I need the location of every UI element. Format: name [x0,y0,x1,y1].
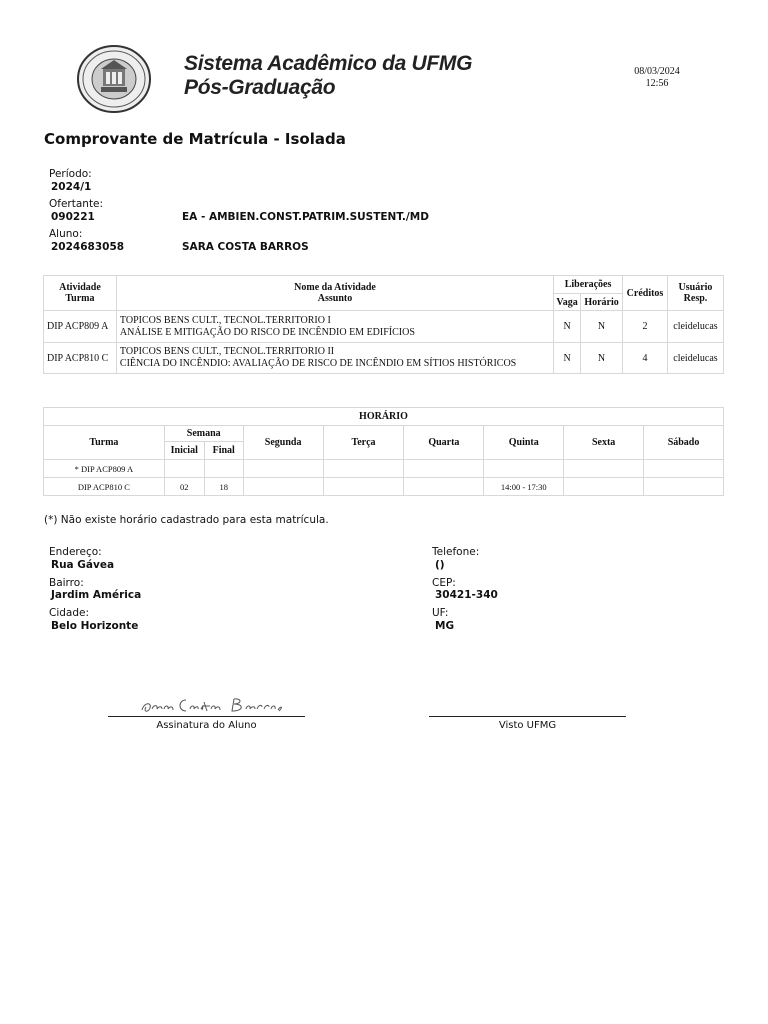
schedule-sexta [564,478,644,496]
aluno-label: Aluno: [49,228,83,240]
schedule-table [43,407,724,496]
schedule-terca [323,478,404,496]
bairro-label: Bairro: [49,577,84,589]
ofertante-code: 090221 [51,211,95,223]
header-atividade-turma: Atividade Turma [44,276,117,311]
ofertante-name: EA - AMBIEN.CONST.PATRIM.SUSTENT./MD [182,211,429,223]
row-horario: N [581,311,623,343]
schedule-segunda [243,460,323,478]
ofertante-label: Ofertante: [49,198,104,210]
schedule-quarta [404,460,484,478]
endereco-label: Endereço: [49,546,102,558]
telefone-value: () [435,559,445,571]
schedule-header-turma: Turma [44,426,165,460]
system-title [184,52,472,100]
row-vaga: N [554,343,581,374]
row-atividade: DIP ACP809 A [44,311,117,343]
schedule-header-sabado: Sábado [644,426,724,460]
cidade-value: Belo Horizonte [51,620,139,632]
uf-label: UF: [432,607,449,619]
schedule-sabado [644,460,724,478]
row-nome-assunto: TOPICOS BENS CULT., TECNOL.TERRITORIO I ANÁLISE E MITIGAÇÃO DO RISCO DE INCÊNDIO EM EDIFÍCIOS [116,311,553,343]
periodo-value: 2024/1 [51,181,92,193]
system-title-line2: Pós-Graduação [184,76,336,99]
table-row [44,460,724,478]
header-liberacoes: Liberações [554,276,623,294]
schedule-header-semana: Semana [164,426,243,442]
table-row [44,311,724,343]
row-usuario: cleidelucas [667,343,723,374]
schedule-header-final: Final [204,442,243,460]
row-nome-assunto: TOPICOS BENS CULT., TECNOL.TERRITORIO II CIÊNCIA DO INCÊNDIO: AVALIAÇÃO DE RISCO DE INCÊNDIO EM SÍTIOS HISTÓRICOS [116,343,553,374]
cep-value: 30421-340 [435,589,498,601]
schedule-header-inicial: Inicial [164,442,204,460]
ufmg-signature-label: Visto UFMG [498,720,557,731]
table-row [44,343,724,374]
header-creditos: Créditos [623,276,668,311]
schedule-title: HORÁRIO [44,408,724,426]
schedule-inicial [164,460,204,478]
schedule-quarta [404,478,484,496]
system-title-line1: Sistema Acadêmico da UFMG [184,52,473,75]
schedule-quinta [484,460,564,478]
uf-value: MG [435,620,455,632]
schedule-sexta [564,460,644,478]
student-signature [138,694,288,718]
schedule-segunda [243,478,323,496]
schedule-note: (*) Não existe horário cadastrado para esta matrícula. [44,514,329,526]
print-date: 08/03/2024 [634,66,680,77]
endereco-value: Rua Gávea [51,559,115,571]
schedule-header-quinta: Quinta [484,426,564,460]
schedule-terca [323,460,404,478]
bairro-value: Jardim América [51,589,142,601]
periodo-label: Período: [49,168,92,180]
header-horario: Horário [581,294,623,311]
print-datetime [620,66,694,90]
schedule-turma: DIP ACP810 C [44,478,165,496]
schedule-header-terca: Terça [323,426,404,460]
schedule-inicial: 02 [164,478,204,496]
table-row [44,478,724,496]
schedule-header-quarta: Quarta [404,426,484,460]
aluno-name: SARA COSTA BARROS [182,241,309,253]
schedule-turma: * DIP ACP809 A [44,460,165,478]
telefone-label: Telefone: [432,546,480,558]
header-vaga: Vaga [554,294,581,311]
schedule-quinta: 14:00 - 17:30 [484,478,564,496]
row-creditos: 4 [623,343,668,374]
row-horario: N [581,343,623,374]
aluno-id: 2024683058 [51,241,125,253]
activities-table [43,275,724,374]
student-signature-label: Assinatura do Aluno [156,720,257,731]
row-vaga: N [554,311,581,343]
document-title: Comprovante de Matrícula - Isolada [44,130,346,148]
schedule-sabado [644,478,724,496]
row-creditos: 2 [623,311,668,343]
ufmg-signature-line [429,716,626,717]
row-usuario: cleidelucas [667,311,723,343]
cep-label: CEP: [432,577,456,589]
ufmg-seal-logo [76,44,152,114]
header-usuario-resp: Usuário Resp. [667,276,723,311]
student-signature-line [108,716,305,717]
schedule-final [204,460,243,478]
header-nome-assunto: Nome da Atividade Assunto [116,276,553,311]
print-time: 12:56 [645,78,669,89]
row-atividade: DIP ACP810 C [44,343,117,374]
schedule-final: 18 [204,478,243,496]
cidade-label: Cidade: [49,607,90,619]
schedule-header-sexta: Sexta [564,426,644,460]
schedule-header-segunda: Segunda [243,426,323,460]
